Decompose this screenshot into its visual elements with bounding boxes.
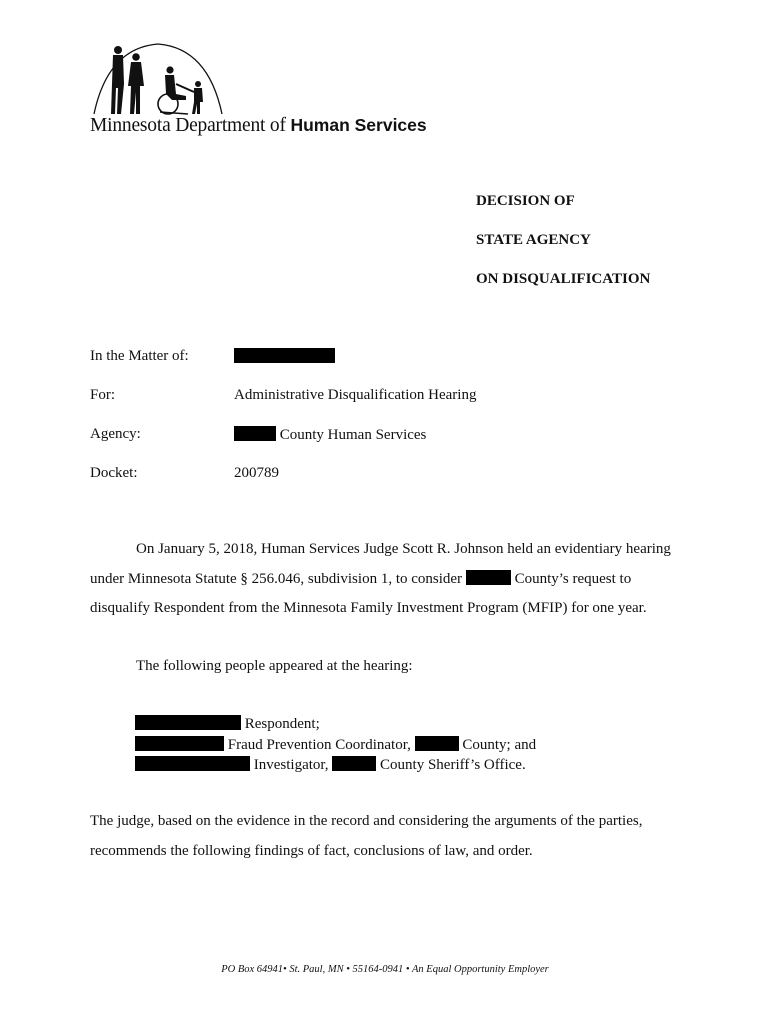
coordinator-role: Fraud Prevention Coordinator,	[227, 736, 411, 753]
redaction-bar	[415, 736, 459, 751]
paragraph-hearing-part1: On January 5, 2018, Human Services Judge Scott R. Johnson held an evidentiary hearing under Minnesota Statute § 256.046, subdivision 1, to consider	[90, 541, 671, 587]
docket-label: Docket:	[90, 465, 138, 481]
redaction-bar	[234, 426, 276, 441]
matter-value	[234, 348, 335, 366]
redaction-bar	[466, 570, 511, 585]
respondent-role: Respondent;	[244, 716, 320, 732]
for-value: Administrative Disqualification Hearing	[234, 387, 477, 403]
redaction-bar	[135, 736, 224, 751]
agency-value: County Human Services	[279, 427, 427, 443]
agency-label: Agency:	[90, 426, 141, 442]
paragraph-hearing	[90, 535, 690, 624]
paragraph-hearing-part2: County’s request to disqualify Respondent from the Minnesota Family Investment Program (MFIP) for one year.	[90, 570, 647, 616]
paragraph-recommendation: The judge, based on the evidence in the record and considering the arguments of the parties, recommends the following findings of fact, conclusions of law, and order.	[90, 813, 643, 859]
docket-value: 200789	[234, 465, 279, 481]
redaction-bar	[135, 715, 241, 730]
paragraph-appeared-text: The following people appeared at the hearing:	[136, 658, 413, 674]
investigator-role: Investigator,	[253, 757, 329, 773]
matter-label: In the Matter of:	[90, 348, 189, 364]
people-list	[135, 714, 536, 776]
redaction-bar	[234, 348, 335, 363]
dhs-wordmark	[90, 115, 427, 137]
agency-value-row	[234, 426, 426, 444]
for-label: For:	[90, 387, 116, 403]
person-investigator	[135, 755, 536, 776]
logo-org-bold: Human Services	[290, 115, 427, 135]
dhs-logo	[88, 40, 228, 120]
person-respondent	[135, 714, 536, 735]
paragraph-appeared	[90, 652, 690, 682]
page-footer: PO Box 64941• St. Paul, MN • 55164-0941 • An Equal Opportunity Employer	[221, 964, 549, 975]
investigator-office: County Sheriff’s Office.	[380, 757, 526, 773]
person-coordinator	[135, 735, 536, 756]
redaction-bar	[332, 756, 376, 771]
decision-heading-line3: ON DISQUALIFICATION	[476, 271, 651, 287]
decision-heading-line2: STATE AGENCY	[476, 232, 591, 248]
logo-org-regular: Minnesota Department of	[90, 115, 286, 136]
redaction-bar	[135, 756, 250, 771]
coordinator-county: County; and	[462, 736, 537, 753]
decision-heading-line1: DECISION OF	[476, 193, 575, 209]
